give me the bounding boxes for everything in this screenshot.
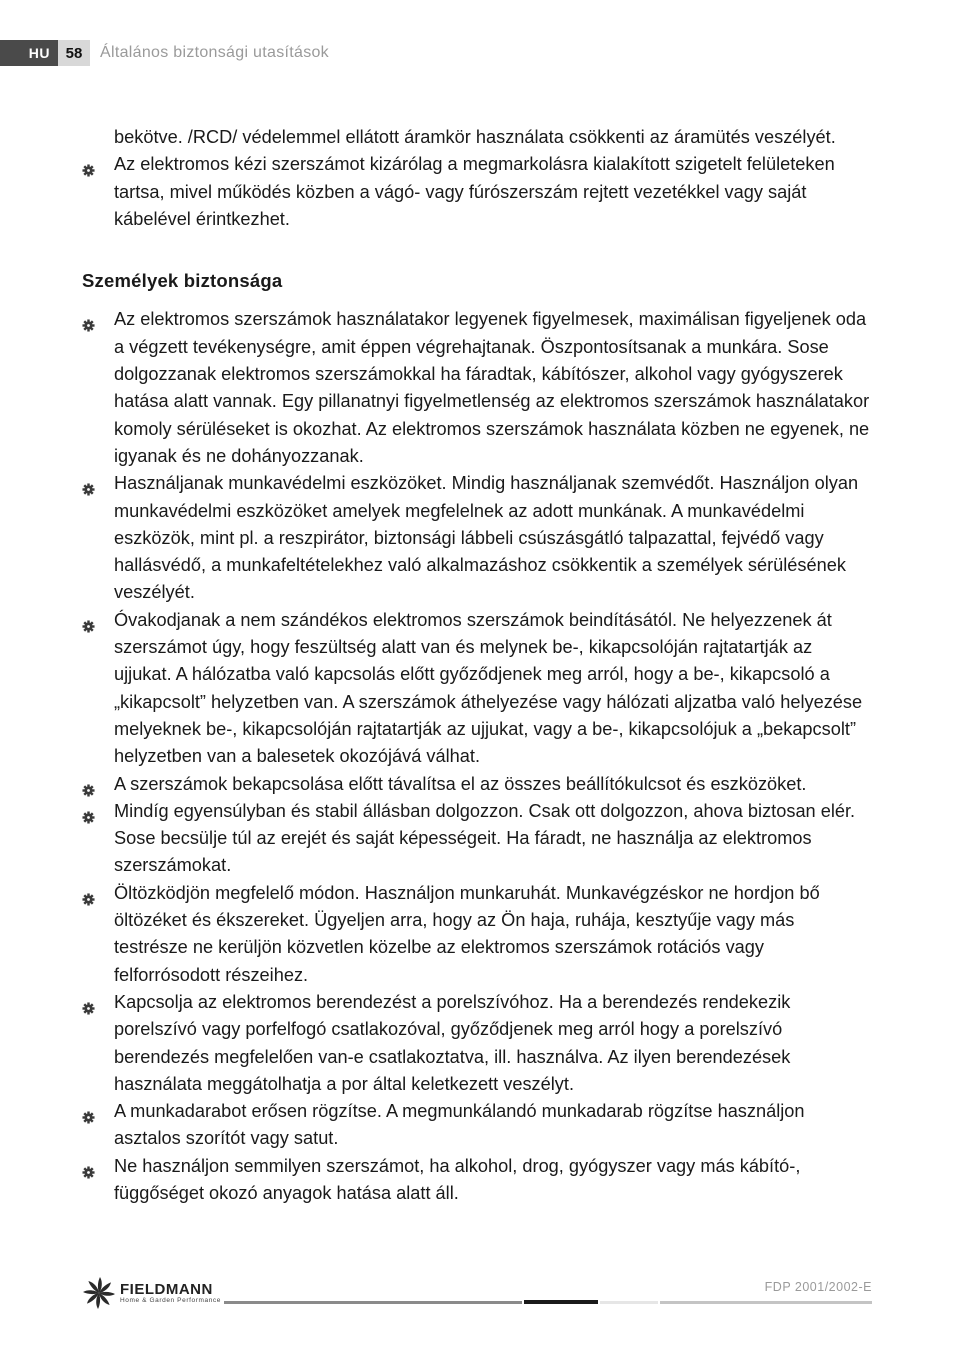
section-list (82, 306, 872, 1207)
intro-list (82, 151, 872, 233)
fan-logo-icon (82, 1276, 116, 1310)
continuation-text: bekötve. /RCD/ védelemmel ellátott áramkör használata csökkenti az áramütés veszélyét. (114, 127, 836, 147)
footer-rule-mid (660, 1301, 872, 1304)
brand-name: FIELDMANN (120, 1280, 213, 1298)
list-item-text: Az elektromos szerszámok használatakor legyenek figyelmesek, maximálisan figyeljenek oda a végzett tevékenységre, amit éppen végrehajtanak. Öszpontosítsanak a munkára. Sose dolgozzanak elektromos szerszámokkal ha fáradtak, kábítószer, alkohol vagy gyógyszerek hatása alatt vannak. Egy pillanatnyi figyelmetlenség az elektromos szerszámok használatakor komoly sérüléseket is okozhat. Az elektromos szerszámok használata közben ne egyenek, ne igyanak és ne dohányozzanak. (114, 309, 870, 466)
footer-rule-dark (224, 1301, 522, 1304)
brand-tagline: Home & Garden Performance (120, 1296, 221, 1304)
list-item-text: Óvakodjanak a nem szándékos elektromos szerszámok beindításától. Ne helyezzenek át szerszámot úgy, hogy feszültség alatt van és melynek be-, kikapcsolóján rajtatartják az ujjukat. A hálózatba való kapcsolás előtt győződjenek meg arról, hogy a be-, kikapcsoló a „kikapcsolt” helyzetben van. A szerszámok áthelyezése vagy hálózati aljzatba való helyezése melyeknek be-, kikapcsolóján rajtatartják az ujjukat, vagy a be-, kikapcsolójuk a „bekapcsolt” helyzetben van a balesetek okozójává válhat. (114, 609, 863, 767)
model-number: FDP 2001/2002-E (764, 1280, 872, 1294)
bullet-icon (82, 614, 95, 627)
list-item-text: A szerszámok bekapcsolása előtt távalítsa el az összes beállítókulcsot és eszközöket. (114, 773, 807, 794)
list-item-text: A munkadarabot erősen rögzítse. A megmunkálandó munkadarab rögzítse használjon asztalos szorítót vagy satut. (114, 1101, 805, 1149)
bullet-icon (82, 477, 95, 490)
list-item (82, 798, 872, 880)
footer-rule-black (524, 1300, 598, 1304)
list-item (82, 151, 872, 233)
brand-logo (82, 1276, 221, 1310)
list-item (82, 1098, 872, 1153)
bullet-icon (82, 313, 95, 326)
bullet-icon (82, 1105, 95, 1118)
bullet-icon (82, 778, 95, 791)
list-item (82, 989, 872, 1098)
bullet-icon (82, 996, 95, 1009)
header-title: Általános biztonsági utasítások (100, 44, 329, 61)
footer-rule-light (600, 1301, 658, 1304)
section-heading: Személyek biztonsága (82, 270, 283, 292)
page-header (0, 40, 329, 66)
list-item (82, 470, 872, 606)
bullet-icon (82, 158, 95, 171)
list-item (82, 607, 872, 771)
list-item (82, 771, 872, 798)
page-footer (0, 1270, 954, 1320)
bullet-icon (82, 887, 95, 900)
bullet-icon (82, 805, 95, 818)
list-item-text: Öltözködjön megfelelő módon. Használjon munkaruhát. Munkavégzéskor ne hordjon bő öltözéket és ékszereket. Ügyeljen arra, hogy az Ön haja, ruhája, kesztyűje vagy más testrésze ne kerüljön közvetlen közelbe az elektromos szerszámok rotációs vagy felforrósodott részeihez. (114, 882, 820, 985)
page-content (82, 124, 872, 1207)
list-item (82, 880, 872, 989)
list-item (82, 1153, 872, 1208)
bullet-icon (82, 1160, 95, 1173)
list-item (82, 306, 872, 470)
list-item-text: Az elektromos kézi szerszámot kizárólag a megmarkolásra kialakított szigetelt felületeken tartsa, mivel működés közben a vágó- vagy fúrószerszám rejtett vezetékkel vagy saját kábelével érintkezhet. (114, 154, 835, 229)
list-item-text: Ne használjon semmilyen szerszámot, ha alkohol, drog, gyógyszer vagy más kábító-, függőséget okozó anyagok hatása alatt áll. (114, 1155, 801, 1203)
list-item-text: Kapcsolja az elektromos berendezést a porelszívóhoz. Ha a berendezés rendekezik porelszívó vagy porfelfogó csatlakozóval, győződjenek meg arról hogy a porelszívó berendezés megfelelően van-e csatlakoztatva, ill. használva. Az ilyen berendezések használata meggátolhatja a por által keletkezett veszélyt. (114, 991, 791, 1094)
list-item-text: Mindíg egyensúlyban és stabil állásban dolgozzon. Csak ott dolgozzon, ahova biztosan elér. Sose becsülje túl az erejét és saját képességeit. Ha fáradt, ne használja az elektromos szerszámokat. (114, 800, 856, 876)
language-tab: HU (0, 40, 58, 66)
list-item-text: Használjanak munkavédelmi eszközöket. Mindig használjanak szemvédőt. Használjon olyan munkavédelmi eszközöket amelyek megfelelnek az adott munkának. A munkavédelmi eszközök, mint pl. a reszpirátor, biztonsági lábbeli csúszásgátló talpazattal, fejvédő vagy hallásvédő, a munkafeltételekhez való alkalmazáshoz csökkentik a személyek sérülésének veszélyét. (114, 473, 859, 603)
logo-text (120, 1282, 221, 1305)
page-number: 58 (58, 40, 90, 66)
